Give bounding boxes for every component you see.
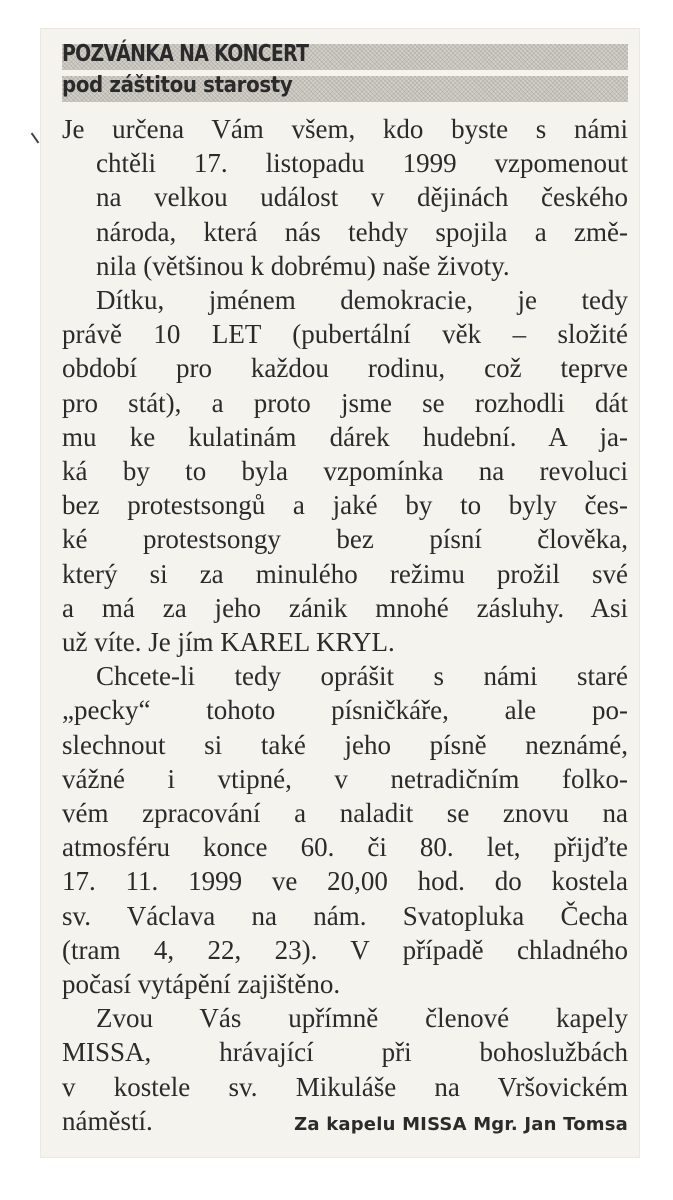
text-line: právě 10 LET (pubertální věk – složité	[62, 319, 628, 350]
article-kicker: POZVÁNKA NA KONCERT	[62, 41, 309, 67]
text-line: náměstí.	[62, 1105, 153, 1136]
text-line: ká by to byla vzpomínka na revoluci	[62, 456, 628, 487]
text-line: atmosféru konce 60. či 80. let, přijďte	[62, 832, 628, 863]
text-line: bez protestsongů a jaké by to byly čes-	[62, 490, 628, 521]
text-line: slechnout si také jeho písně neznámé,	[62, 729, 628, 760]
text-line: Dítku, jménem demokracie, je tedy	[96, 285, 628, 316]
text-line: vém zpracování a naladit se znovu na	[62, 798, 628, 829]
text-line: národa, která nás tehdy spojila a změ-	[96, 216, 628, 247]
text-line: nila (většinou k dobrému) naše životy.	[96, 250, 510, 281]
text-line: (tram 4, 22, 23). V případě chladného	[62, 934, 628, 965]
text-line: v kostele sv. Mikuláše na Vršovickém	[62, 1071, 628, 1102]
text-line: na velkou událost v dějinách českého	[96, 182, 628, 213]
text-line: období pro každou rodinu, což teprve	[62, 353, 628, 384]
text-line: chtěli 17. listopadu 1999 vzpomenout	[96, 148, 628, 179]
text-line: pro stát), a proto jsme se rozhodli dát	[62, 387, 628, 418]
text-line: mu ke kulatinám dárek hudební. A ja-	[62, 421, 628, 452]
text-line: 17. 11. 1999 ve 20,00 hod. do kostela	[62, 866, 628, 897]
text-line: který si za minulého režimu prožil své	[62, 558, 628, 589]
article-body	[62, 112, 628, 1142]
text-line: sv. Václava na nám. Svatopluka Čecha	[62, 900, 628, 931]
text-line: už víte. Je jím KAREL KRYL.	[62, 627, 395, 658]
paragraph-1	[62, 112, 628, 283]
article-signature: Za kapelu MISSA Mgr. Jan Tomsa	[294, 1113, 628, 1135]
pen-mark	[31, 133, 40, 144]
text-line: MISSA, hrávající při bohoslužbách	[62, 1037, 628, 1068]
text-line: počasí vytápění zajištěno.	[62, 969, 341, 1000]
signoff-line	[62, 1104, 628, 1142]
article-subkicker: pod záštitou starosty	[62, 73, 293, 98]
text-line: Chcete-li tedy oprášit s námi staré	[96, 661, 628, 692]
text-line: Je určena Vám všem, kdo byste s námi	[62, 114, 628, 144]
text-line: Zvou Vás upřímně členové kapely	[96, 1003, 628, 1034]
text-line: vážné i vtipné, v netradičním folko-	[62, 763, 628, 794]
paragraph-4	[62, 1001, 628, 1142]
text-line: „pecky“ tohoto písničkáře, ale po-	[62, 695, 628, 726]
text-line: ké protestsongy bez písní člověka,	[62, 524, 628, 555]
text-line: a má za jeho zánik mnohé zásluhy. Asi	[62, 592, 628, 623]
paragraph-2	[62, 283, 628, 659]
paragraph-3	[62, 659, 628, 1001]
